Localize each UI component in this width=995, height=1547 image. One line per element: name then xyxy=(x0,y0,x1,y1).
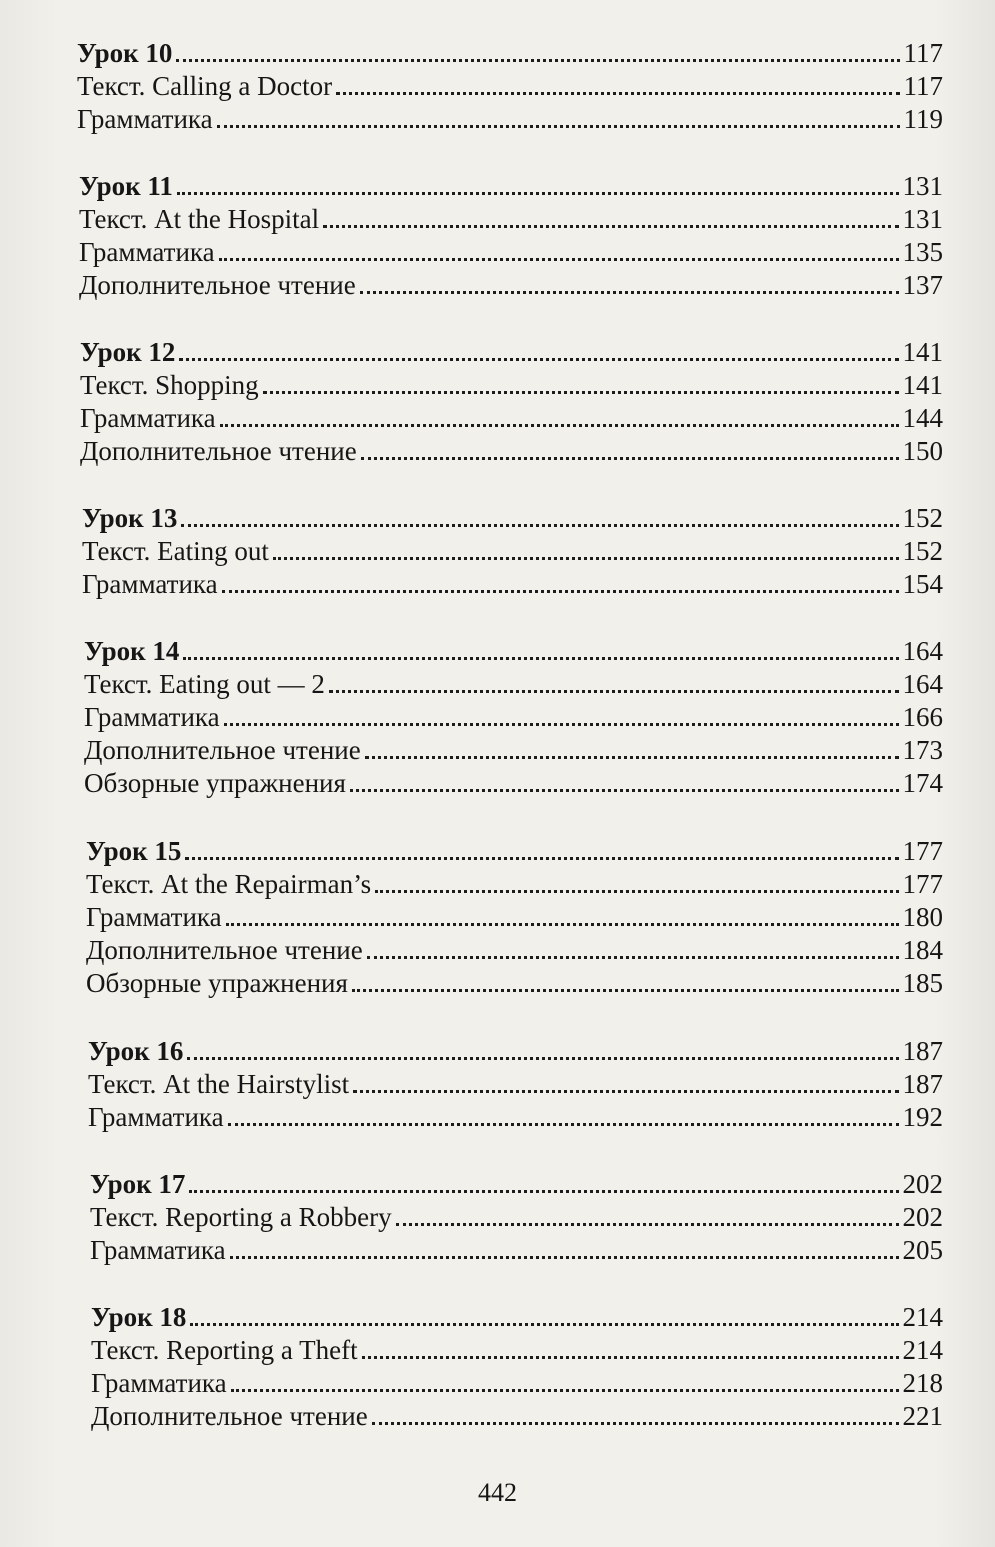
toc-entry-page: 144 xyxy=(902,403,943,433)
toc-entry-row xyxy=(84,701,943,733)
toc-entry-row xyxy=(79,236,943,268)
toc-entry-title: Урок 11 xyxy=(79,171,173,201)
toc-entry-page: 131 xyxy=(902,204,943,234)
toc-entry-title: Грамматика xyxy=(86,902,222,932)
dot-leader xyxy=(187,1057,898,1060)
dot-leader xyxy=(375,890,898,893)
dot-leader xyxy=(217,125,900,128)
toc-entry-page: 150 xyxy=(902,436,943,466)
toc-entry-page: 174 xyxy=(902,768,943,798)
toc-entry-row xyxy=(84,767,943,799)
toc-entry-title: Обзорные упражнения xyxy=(86,968,348,998)
dot-leader xyxy=(362,1356,899,1359)
dot-leader xyxy=(350,789,899,792)
toc-entry-title: Текст. Eating out xyxy=(82,536,269,566)
toc-entry-row xyxy=(90,1201,943,1233)
dot-leader xyxy=(189,1190,898,1193)
dot-leader xyxy=(231,1389,899,1392)
toc-entry-page: 214 xyxy=(902,1302,943,1332)
dot-leader xyxy=(372,1422,899,1425)
toc-entry-row xyxy=(84,734,943,766)
toc-entry-title: Текст. At the Repairman’s xyxy=(86,869,372,899)
toc-entry-row xyxy=(91,1367,943,1399)
toc-entry-row xyxy=(91,1334,943,1366)
dot-leader xyxy=(183,657,898,660)
page-number: 442 xyxy=(478,1478,517,1507)
toc-entry-page: 117 xyxy=(903,71,943,101)
toc-lesson-row xyxy=(77,37,943,69)
toc-entry-title: Обзорные упражнения xyxy=(84,768,346,798)
dot-leader xyxy=(179,358,898,361)
dot-leader xyxy=(263,391,899,394)
dot-leader xyxy=(230,1256,899,1259)
toc-entry-page: 192 xyxy=(902,1102,943,1132)
toc-entry-title: Грамматика xyxy=(88,1102,224,1132)
toc-entry-row xyxy=(80,369,943,401)
dot-leader xyxy=(222,590,899,593)
toc-entry-page: 152 xyxy=(902,503,943,533)
toc-entry-row xyxy=(77,103,943,135)
toc-entry-row xyxy=(79,203,943,235)
toc-entry-row xyxy=(88,1101,943,1133)
toc-entry-page: 185 xyxy=(902,968,943,998)
toc-entry-row xyxy=(80,402,943,434)
toc-entry-row xyxy=(82,568,943,600)
toc-lesson-row xyxy=(91,1301,943,1333)
dot-leader xyxy=(367,956,899,959)
toc-entry-title: Грамматика xyxy=(82,569,218,599)
toc-entry-title: Урок 17 xyxy=(90,1169,186,1199)
toc-entry-title: Дополнительное чтение xyxy=(86,935,363,965)
toc-entry-title: Текст. Eating out — 2 xyxy=(84,669,325,699)
toc-entry-row xyxy=(80,435,943,467)
dot-leader xyxy=(323,225,898,228)
toc-entry-title: Текст. At the Hospital xyxy=(79,204,320,234)
toc-entry-title: Текст. Shopping xyxy=(80,370,259,400)
dot-leader xyxy=(181,524,898,527)
toc-entry-page: 218 xyxy=(902,1368,943,1398)
toc-entry-title: Урок 10 xyxy=(77,38,173,68)
toc-entry-page: 177 xyxy=(902,869,943,899)
toc-entry-page: 131 xyxy=(902,171,943,201)
toc-entry-title: Дополнительное чтение xyxy=(80,436,357,466)
dot-leader xyxy=(273,557,899,560)
toc-entry-page: 177 xyxy=(902,836,943,866)
dot-leader xyxy=(190,1323,898,1326)
toc-entry-row xyxy=(86,934,943,966)
toc-entry-page: 164 xyxy=(902,669,943,699)
toc-entry-title: Текст. At the Hairstylist xyxy=(88,1069,350,1099)
toc-entry-row xyxy=(82,535,943,567)
dot-leader xyxy=(220,424,899,427)
toc-lesson-row xyxy=(79,170,943,202)
dot-leader xyxy=(224,723,899,726)
toc-entry-page: 187 xyxy=(902,1069,943,1099)
toc-entry-title: Грамматика xyxy=(79,237,215,267)
toc-entry-page: 119 xyxy=(903,104,943,134)
toc-entry-row xyxy=(90,1234,943,1266)
toc-entry-row xyxy=(84,668,943,700)
toc-entry-title: Грамматика xyxy=(80,403,216,433)
toc-entry-page: 117 xyxy=(903,38,943,68)
toc-lesson-row xyxy=(80,336,943,368)
toc-entry-page: 166 xyxy=(902,702,943,732)
toc-entry-page: 173 xyxy=(902,735,943,765)
toc-entry-page: 202 xyxy=(902,1169,943,1199)
toc-entry-row xyxy=(86,967,943,999)
dot-leader xyxy=(396,1223,899,1226)
toc-lesson-row xyxy=(82,502,943,534)
toc-entry-title: Грамматика xyxy=(84,702,220,732)
dot-leader xyxy=(353,1090,898,1093)
toc-entry-page: 202 xyxy=(902,1202,943,1232)
toc-entry-page: 154 xyxy=(902,569,943,599)
toc-entry-title: Урок 14 xyxy=(84,636,180,666)
dot-leader xyxy=(176,59,899,62)
toc-entry-row xyxy=(88,1068,943,1100)
toc-entry-row xyxy=(91,1400,943,1432)
toc-entry-row xyxy=(79,269,943,301)
toc-entry-title: Грамматика xyxy=(91,1368,227,1398)
dot-leader xyxy=(219,258,899,261)
toc-entry-title: Урок 16 xyxy=(88,1036,184,1066)
toc-entry-title: Дополнительное чтение xyxy=(79,270,356,300)
toc-entry-title: Урок 15 xyxy=(86,836,182,866)
toc-entry-title: Урок 12 xyxy=(80,337,176,367)
toc-entry-title: Дополнительное чтение xyxy=(91,1401,368,1431)
dot-leader xyxy=(185,857,898,860)
toc-entry-title: Текст. Calling a Doctor xyxy=(77,71,333,101)
toc-entry-page: 184 xyxy=(902,935,943,965)
dot-leader xyxy=(329,690,899,693)
toc-entry-page: 205 xyxy=(902,1235,943,1265)
toc-entry-page: 135 xyxy=(902,237,943,267)
toc-entry-title: Урок 13 xyxy=(82,503,178,533)
toc-lesson-row xyxy=(88,1035,943,1067)
toc-entry-row xyxy=(77,70,943,102)
toc-entry-title: Дополнительное чтение xyxy=(84,735,361,765)
toc-entry-page: 141 xyxy=(902,370,943,400)
dot-leader xyxy=(226,923,899,926)
toc-entry-page: 141 xyxy=(902,337,943,367)
toc-entry-page: 164 xyxy=(902,636,943,666)
toc-entry-title: Урок 18 xyxy=(91,1302,187,1332)
toc-lesson-row xyxy=(86,835,943,867)
dot-leader xyxy=(361,457,899,460)
toc-entry-page: 180 xyxy=(902,902,943,932)
toc-entry-row xyxy=(86,868,943,900)
dot-leader xyxy=(336,92,899,95)
toc-entry-title: Текст. Reporting a Robbery xyxy=(90,1202,392,1232)
toc-entry-title: Текст. Reporting a Theft xyxy=(91,1335,358,1365)
toc-entry-title: Грамматика xyxy=(90,1235,226,1265)
toc-entry-page: 221 xyxy=(902,1401,943,1431)
toc-entry-page: 137 xyxy=(902,270,943,300)
toc-entry-page: 214 xyxy=(902,1335,943,1365)
toc-entry-page: 152 xyxy=(902,536,943,566)
toc-entry-row xyxy=(86,901,943,933)
dot-leader xyxy=(360,291,899,294)
toc-lesson-row xyxy=(84,635,943,667)
dot-leader xyxy=(177,192,899,195)
toc-entry-title: Грамматика xyxy=(77,104,213,134)
dot-leader xyxy=(352,989,899,992)
dot-leader xyxy=(228,1123,899,1126)
toc-lesson-row xyxy=(90,1168,943,1200)
dot-leader xyxy=(365,756,899,759)
toc-entry-page: 187 xyxy=(902,1036,943,1066)
